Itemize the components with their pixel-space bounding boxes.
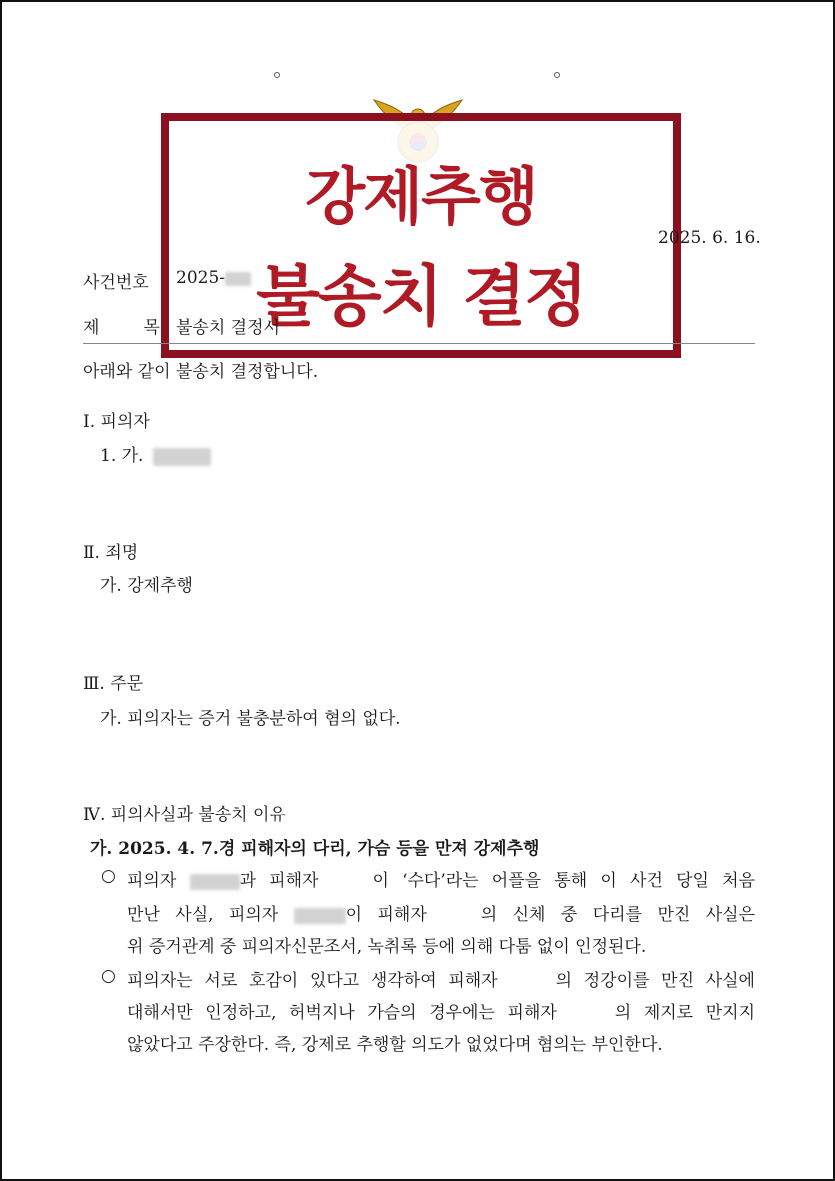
text-run: 대해서만 인정하고, 허벅지나 가슴의 경우에는 피해자 xyxy=(127,1003,557,1023)
paragraph-2-line-1 xyxy=(127,966,755,991)
subject-label xyxy=(83,313,160,338)
header-dot-left xyxy=(274,72,280,78)
text-run: 의 신체 중 다리를 만진 사실은 xyxy=(480,905,755,925)
section-2-item: 가. 강제추행 xyxy=(100,576,193,596)
section-4-subheading: 가. 2025. 4. 7.경 피해자의 다리, 가슴 등을 만져 강제추행 xyxy=(90,839,540,859)
subject-label-char-1: 제 xyxy=(83,318,100,338)
text-run: 만난 사실, 피의자 xyxy=(127,905,279,925)
redaction-blur xyxy=(190,874,240,890)
text-run: 의 제지로 만지지 xyxy=(614,1003,755,1023)
section-4-heading: Ⅳ. 피의사실과 불송치 이유 xyxy=(83,805,286,825)
redaction-blur xyxy=(225,272,251,286)
suspect-item-label: 1. 가. xyxy=(100,446,144,466)
text-run: 의 정강이를 만진 사실에 xyxy=(555,971,755,991)
paragraph-2-line-3: 않았다고 주장한다. 즉, 강제로 추행할 의도가 없었다며 혐의는 부인한다. xyxy=(127,1035,663,1055)
subject-label-char-2: 목 xyxy=(143,318,160,338)
case-number-value xyxy=(176,268,251,288)
header-divider xyxy=(83,343,755,344)
text-run: 과 피해자 xyxy=(239,871,319,891)
paragraph-1-line-2 xyxy=(127,900,755,925)
section-1-item xyxy=(100,441,211,466)
section-2-heading: Ⅱ. 죄명 xyxy=(83,543,139,563)
paragraph-1-line-1 xyxy=(127,866,755,891)
paragraph-2-line-2 xyxy=(127,998,755,1023)
paragraph-1-line-3: 위 증거관계 중 피의자신문조서, 녹취록 등에 의해 다툼 없이 인정된다. xyxy=(127,937,647,957)
redaction-blur xyxy=(153,448,211,466)
overlay-line-1: 강제추행 xyxy=(305,160,537,233)
section-1-heading: Ⅰ. 피의자 xyxy=(83,412,150,432)
text-run: 이 ‘수다’라는 어플을 통해 이 사건 당일 처음 xyxy=(372,871,756,891)
case-number-text: 2025- xyxy=(176,268,226,288)
section-3-heading: Ⅲ. 주문 xyxy=(83,674,144,694)
document-date: 2025. 6. 16. xyxy=(658,228,761,248)
header-dot-right xyxy=(554,72,560,78)
text-run: 이 피해자 xyxy=(345,905,427,925)
overlay-line-2: 불송치 결정 xyxy=(256,258,586,335)
redaction-blur xyxy=(294,908,346,924)
case-number-label: 사건번호 xyxy=(83,273,149,293)
section-3-item: 가. 피의자는 증거 불충분하여 혐의 없다. xyxy=(100,709,401,729)
text-run: 피의자 xyxy=(127,871,177,891)
bullet-circle-1: ○ xyxy=(101,866,116,886)
text-run: 피의자는 서로 호감이 있다고 생각하여 피해자 xyxy=(127,971,498,991)
subject-value: 불송치 결정서 xyxy=(176,318,280,338)
intro-text: 아래와 같이 불송치 결정합니다. xyxy=(83,362,319,382)
bullet-circle-2: ○ xyxy=(101,966,116,986)
